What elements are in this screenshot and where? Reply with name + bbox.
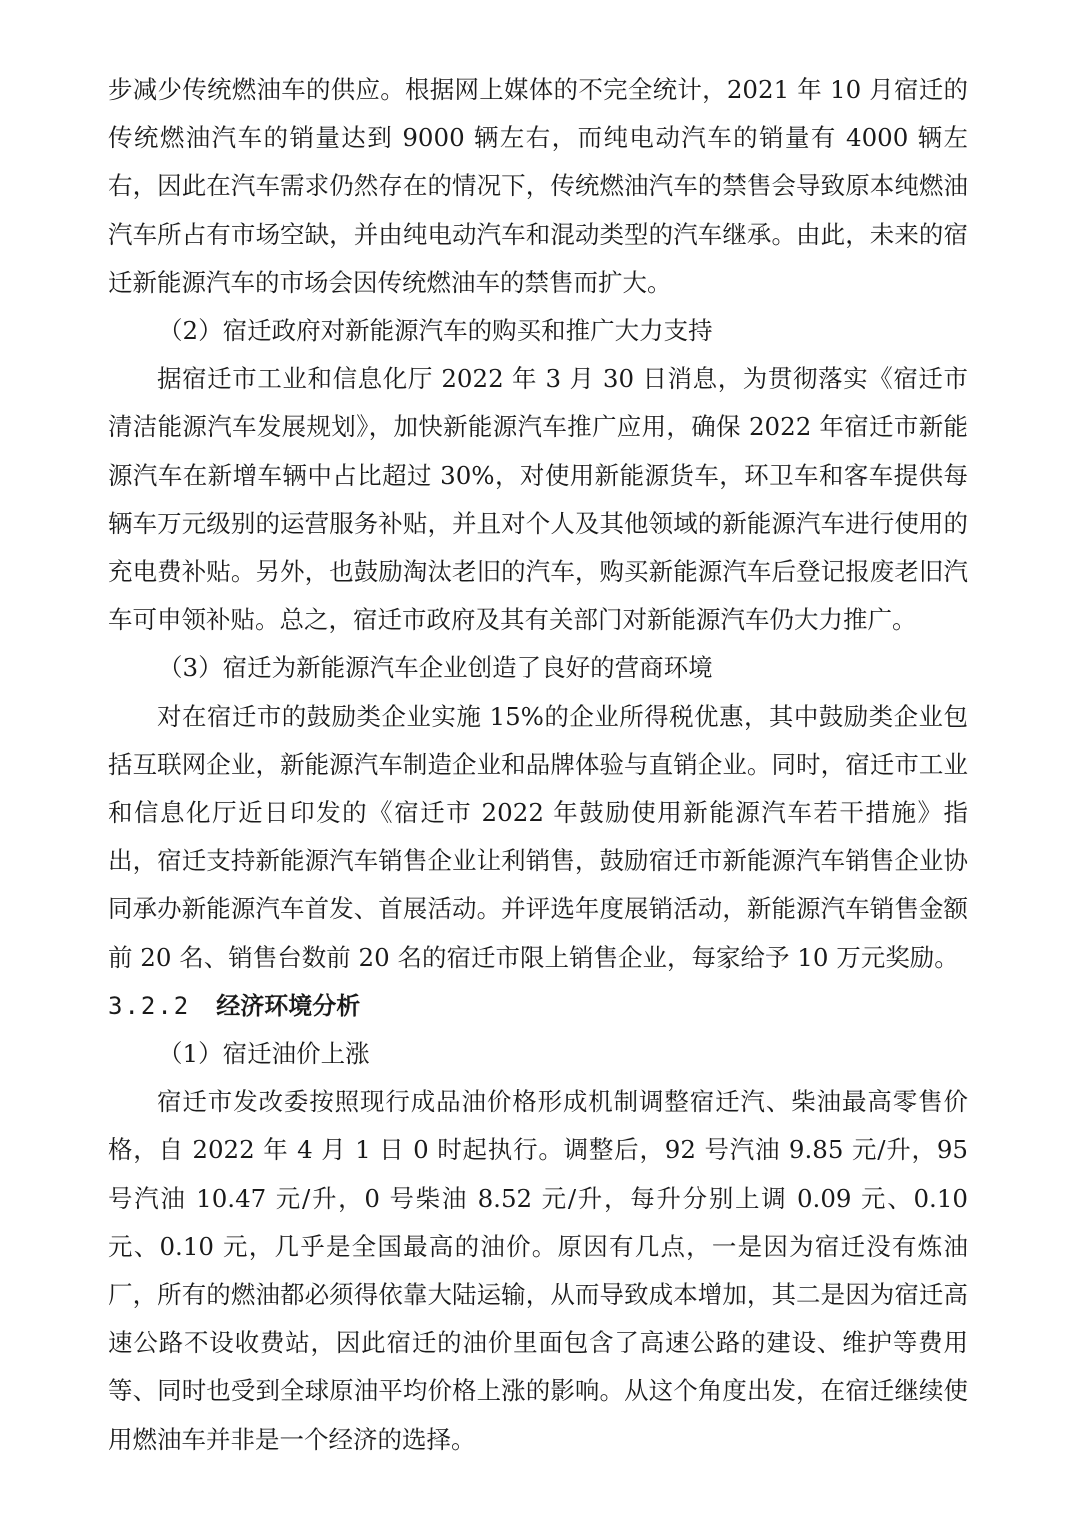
subheading-oil-price: （1）宿迁油价上涨 [158,1039,370,1069]
paragraph-oil-price: 宿迁市发改委按照现行成品油价格形成机制调整宿迁汽、柴油最高零售价格，自 2022 年 4 月 1 日 0 时起执行。调整后，92 号汽油 9.85 元/升，95 号汽油 10.47 元/升，0 号柴油 8.52 元/升，每升分别上调 0.09 元、0.10 元、0.10 元，几乎是全国最高的油价。原因有几点，一是因为宿迁没有炼油厂，所有的燃油都必须得依靠大陆运输，从而导致成本增加，其二是因为宿迁高速公路不设收费站，因此宿迁的油价里面包含了高速公路的建设、维护等费用等、同时也受到全球原油平均价格上涨的影响。从这个角度出发，在宿迁继续使用燃油车并非是一个经济的选择。 [108,1087,968,1454]
paragraph-tax-incentive: 对在宿迁市的鼓励类企业实施 15%的企业所得税优惠，其中鼓励类企业包括互联网企业，新能源汽车制造企业和品牌体验与直销企业。同时，宿迁市工业和信息化厅近日印发的《宿迁市 2022 年鼓励使用新能源汽车若干措施》指出，宿迁支持新能源汽车销售企业让利销售，鼓励宿迁市新能源汽车销售企业协同承办新能源汽车首发、首展活动。并评选年度展销活动，新能源汽车销售金额前 20 名、销售台数前 20 名的宿迁市限上销售企业，每家给予 10 万元奖励。 [108,701,968,972]
subheading-government-support: （2）宿迁政府对新能源汽车的购买和推广大力支持 [158,316,713,346]
section-heading-economic-environment [108,982,968,1030]
section-title: 经济环境分析 [216,991,361,1020]
subheading-business-environment: （3）宿迁为新能源汽车企业创造了良好的营商环境 [158,653,713,683]
paragraph-market-expansion: 步减少传统燃油车的供应。根据网上媒体的不完全统计，2021 年 10 月宿迁的传统燃油汽车的销量达到 9000 辆左右，而纯电动汽车的销量有 4000 辆左右，因此在汽车需求仍然存在的情况下，传统燃油汽车的禁售会导致原本纯燃油汽车所占有市场空缺，并由纯电动汽车和混动类型的汽车继承。由此，未来的宿迁新能源汽车的市场会因传统燃油车的禁售而扩大。 [108,75,968,297]
document-page [108,66,968,1464]
paragraph-government-subsidy: 据宿迁市工业和信息化厅 2022 年 3 月 30 日消息，为贯彻落实《宿迁市清洁能源汽车发展规划》，加快新能源汽车推广应用，确保 2022 年宿迁市新能源汽车在新增车辆中占比超过 30%，对使用新能源货车，环卫车和客车提供每辆车万元级别的运营服务补贴，并且对个人及其他领域的新能源汽车进行使用的充电费补贴。另外，也鼓励淘汰老旧的汽车，购买新能源汽车后登记报废老旧汽车可申领补贴。总之，宿迁市政府及其有关部门对新能源汽车仍大力推广。 [108,364,968,635]
section-number: 3.2.2 [108,991,191,1020]
